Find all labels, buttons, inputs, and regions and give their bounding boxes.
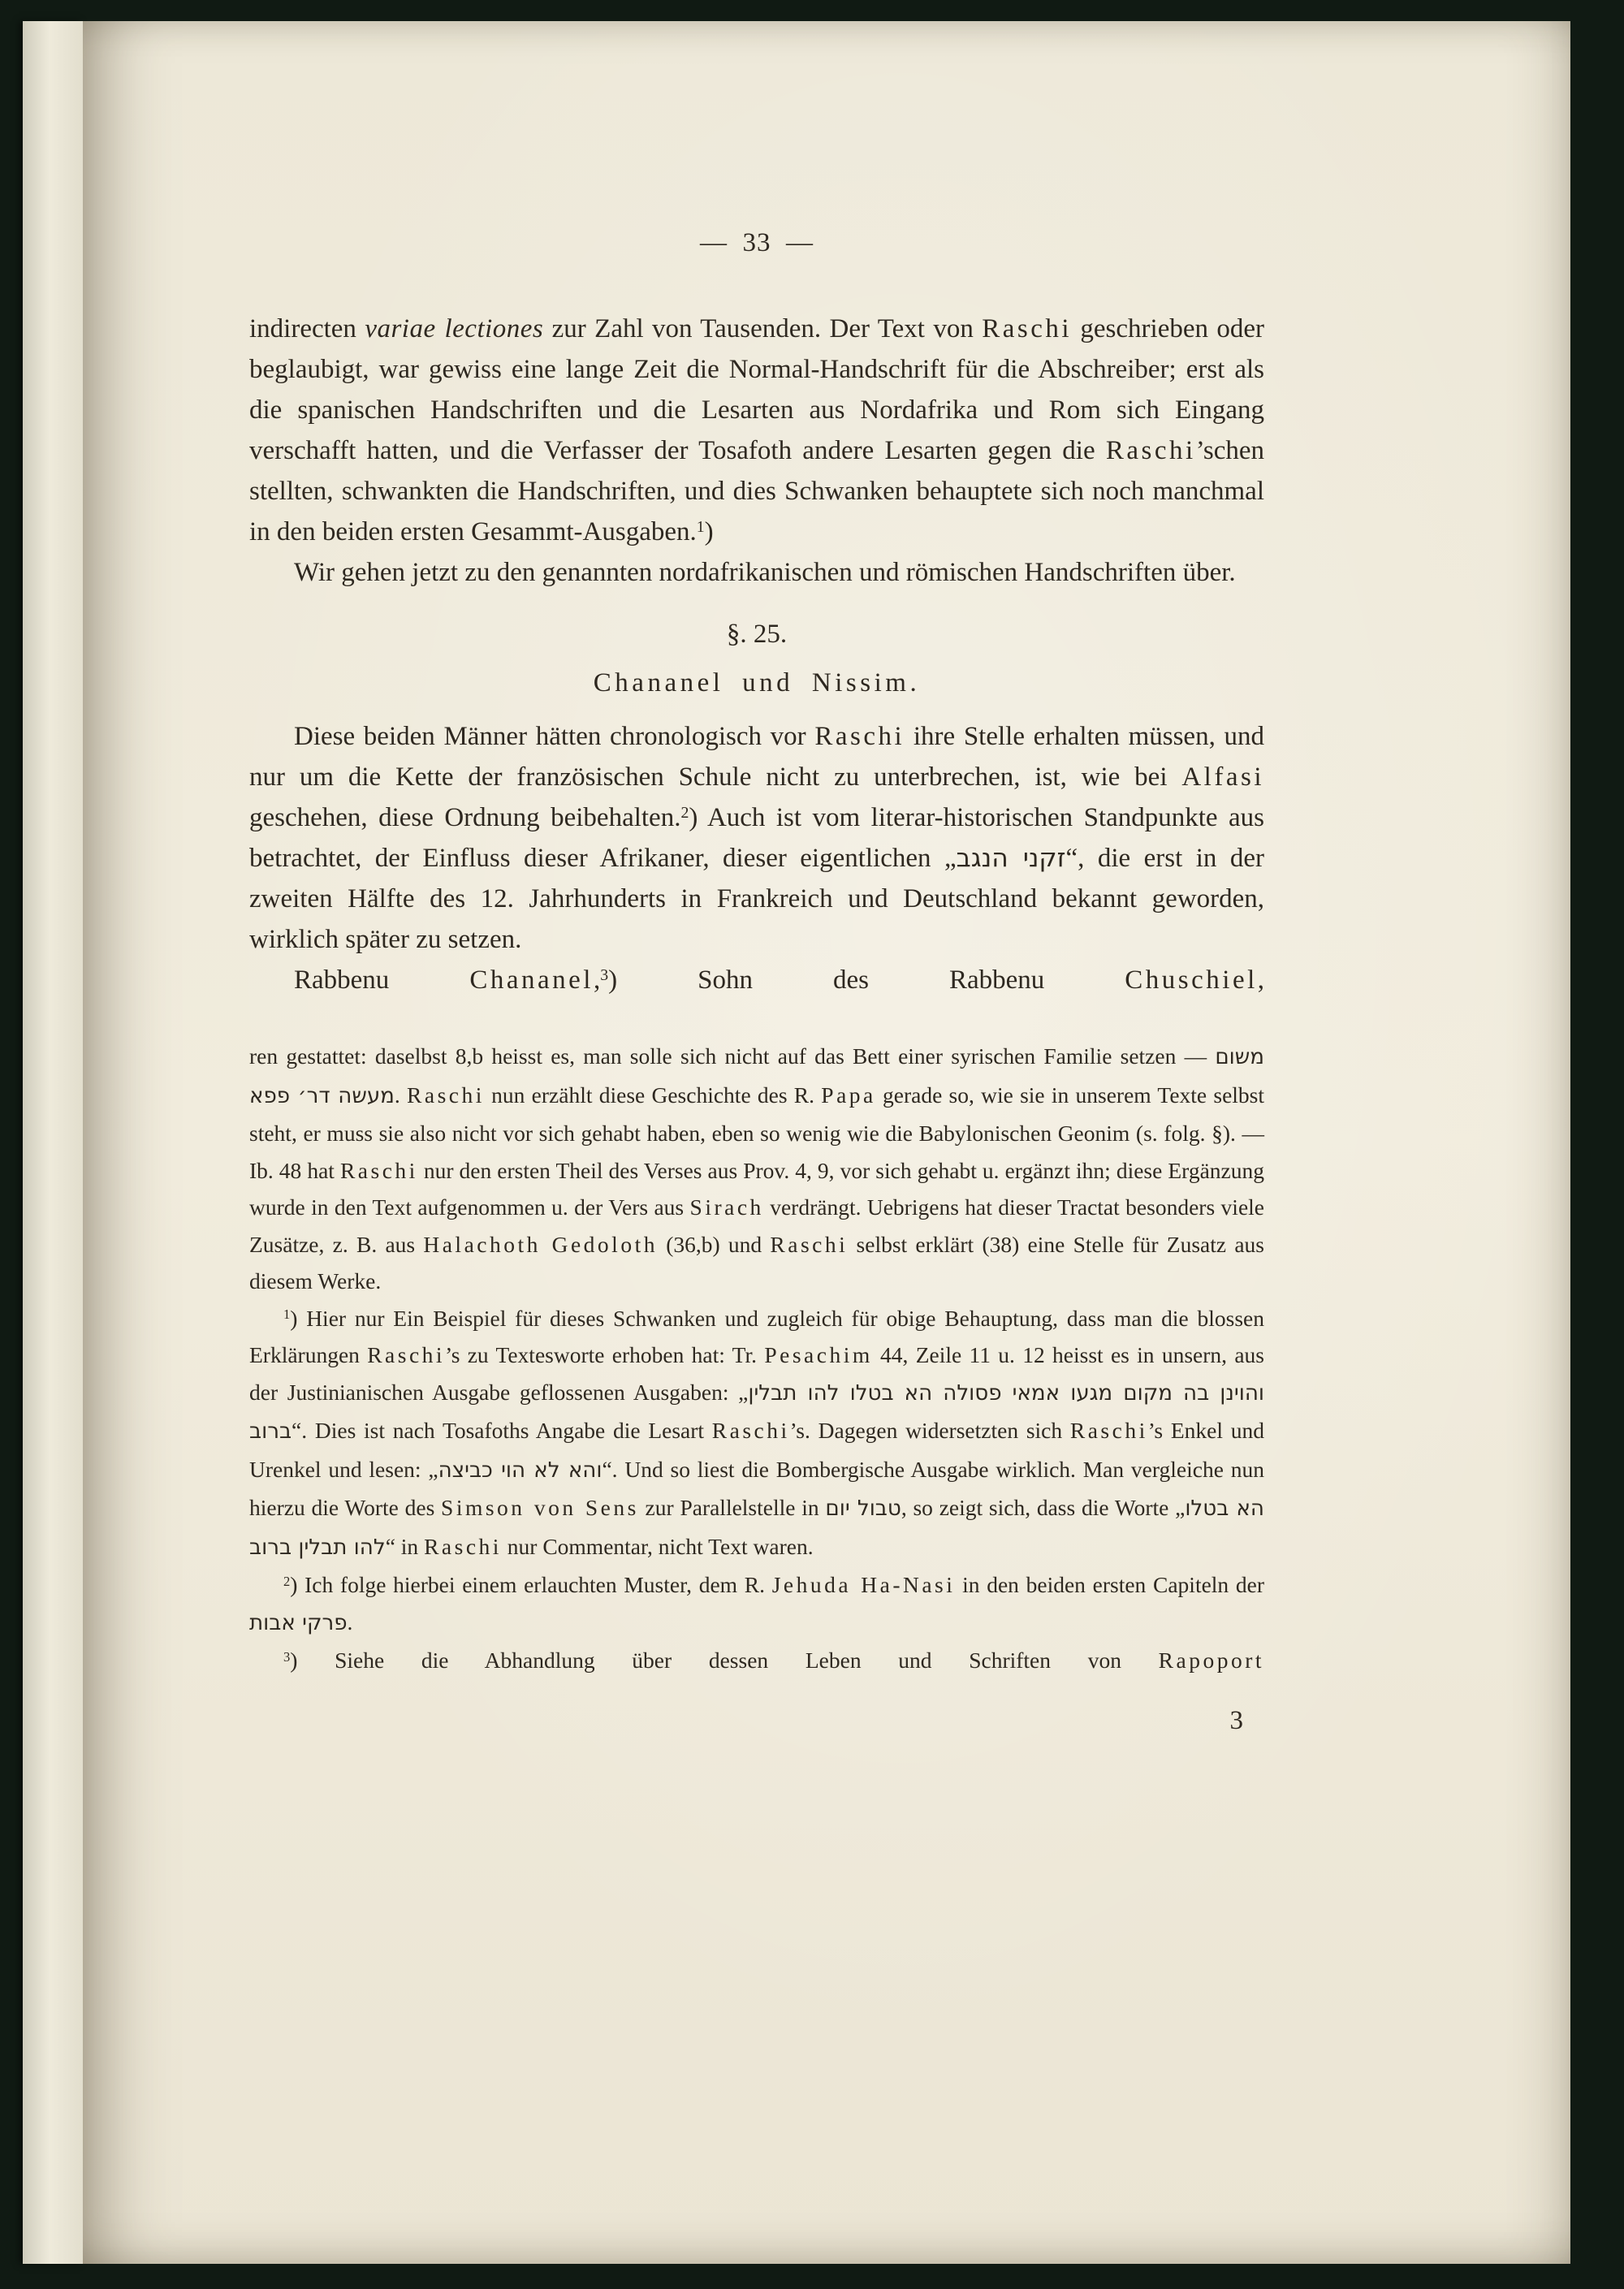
footnotes-block [249,1038,1264,1679]
footnote-1: $^1$) Hier nur Ein Beispiel für dieses Schwanken und zugleich für obige Behauptung, dass man die blossen Erklärungen Raschi’s zu Textesworte erhoben hat: Tr. Pesachim 44, Zeile 11 u. 12 heisst es in unsern, aus der Justinianischen Ausgabe geflossenen Ausgaben: „והוינן בה מקום מגעו אמאי פסולה הא בטלו להו תבלין ברוב“. Dies ist nach Tosafoths Angabe die Lesart Raschi’s. Dagegen widersetzten sich Raschi’s Enkel und Urenkel und lesen: „והא לא הוי כביצה“. Und so liest die Bombergische Ausgabe wirklich. Man vergleiche nun hierzu die Worte des Simson von Sens zur Parallelstelle in טבול יום, so zeigt sich, dass die Worte „הא בטלו להו תבלין ברוב“ in Raschi nur Commentar, nicht Text waren. [249,1305,1265,1560]
adjacent-page-edge [23,21,83,2264]
text-block [249,21,1264,1741]
sheet-signature: 3 [1229,1705,1243,1735]
body-paragraph-4: Rabbenu Chananel,$^3$) Sohn des Rabbenu Chuschiel, [294,965,1265,995]
footnote-3: $^3$) Siehe die Abhandlung über dessen Leben und Schriften von Rapoport [283,1648,1264,1673]
body-paragraph-2: Wir gehen jetzt zu den genannten nordafrikanischen und römischen Handschriften über. [294,558,1236,587]
section-number: §. 25. [726,620,788,649]
page-number-header: — 33 — [700,228,814,257]
section-title: Chananel und Nissim. [593,668,921,697]
footnote-2: $^2$) Ich folge hierbei einem erlauchten Muster, dem R. Jehuda Ha-Nasi in den beiden ersten Capiteln der פרקי אבות. [249,1572,1264,1635]
book-page [83,21,1570,2264]
footnote-continuation: ren gestattet: daselbst 8,b heisst es, man solle sich nicht auf das Bett einer syrischen Familie setzen — משום מעשה דר׳ פפא. Raschi nun erzählt diese Geschichte des R. Papa gerade so, wie sie in unserem Texte selbst steht, er muss sie also nicht vor sich gehabt haben, eben so wenig wie die Babylonischen Geonim (s. folg. §). — Ib. 48 hat Raschi nur den ersten Theil des Verses aus Prov. 4, 9, vor sich gehabt u. ergänzt ihn; diese Ergänzung wurde in den Text aufgenommen u. der Vers aus Sirach verdrängt. Uebrigens hat dieser Tractat besonders viele Zusätze, z. B. aus Halachoth Gedoloth (36,b) und Raschi selbst erklärt (38) eine Stelle für Zusatz aus diesem Werke. [249,1043,1265,1294]
body-paragraph-3: Diese beiden Männer hätten chronologisch vor Raschi ihre Stelle erhalten müssen, und nur um die Kette der französischen Schule nicht zu unterbrechen, ist, wie bei Alfasi geschehen, diese Ordnung beibehalten.$^2$) Auch ist vom literar-historischen Standpunkte aus betrachtet, der Einfluss dieser Afrikaner, dieser eigentlichen „זקני הנגב“, die erst in der zweiten Hälfte des 12. Jahrhunderts in Frankreich und Deutschland bekannt geworden, wirklich später zu setzen. [249,722,1264,954]
body-paragraph-1: indirecten variae lectiones zur Zahl von Tausenden. Der Text von Raschi geschrieben oder beglaubigt, war gewiss eine lange Zeit die Normal-Handschrift für die Abschreiber; erst als die spanischen Handschriften und die Lesarten aus Nordafrika und Rom sich Eingang verschafft hatten, und die Verfasser der Tosafoth andere Lesarten gegen die Raschi’schen stellten, schwankten die Handschriften, und dies Schwanken behauptete sich noch manchmal in den beiden ersten Gesammt-Ausgaben.$^1$) [249,314,1264,546]
